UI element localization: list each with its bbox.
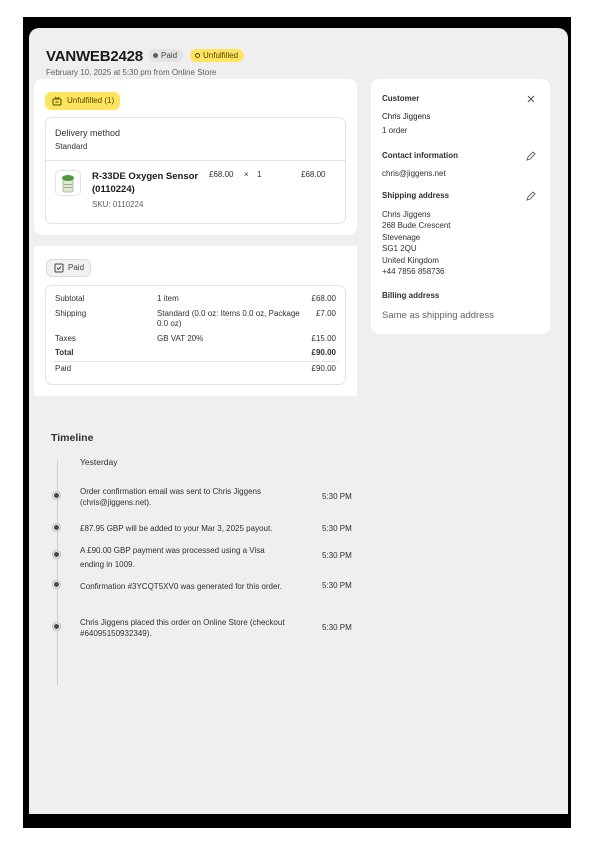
shipping-address-title: Shipping address (382, 191, 450, 200)
status-dot-icon (153, 53, 158, 58)
subtotal-amount: £68.00 (311, 294, 336, 303)
contact-email[interactable]: chris@jiggens.net (382, 169, 446, 178)
shipping-label: Shipping (55, 309, 87, 318)
timeline-event: Confirmation #3YCQT5XV0 was generated for this order. (80, 582, 282, 591)
taxes-detail: GB VAT 20% (157, 334, 204, 343)
order-subtitle: February 10, 2025 at 5:30 pm from Online Store (46, 68, 217, 77)
paid-amount: £90.00 (311, 364, 336, 373)
edit-shipping-pencil-icon[interactable] (525, 189, 537, 201)
fulfillment-box (45, 117, 346, 224)
paid-label: Paid (55, 364, 72, 373)
fulfillment-card (34, 79, 357, 235)
timeline-dot-icon (53, 581, 60, 588)
timeline-dot-icon (53, 524, 60, 531)
address-line: United Kingdom (382, 255, 439, 265)
product-thumbnail (55, 170, 81, 196)
order-page (29, 28, 568, 814)
timeline-event: £87.95 GBP will be added to your Mar 3, 2025 payout. (80, 524, 273, 533)
close-icon[interactable] (525, 92, 537, 104)
timeline-dot-icon (53, 623, 60, 630)
timeline-event: Chris Jiggens placed this order on Online Store (checkout #64095150932349). (80, 618, 285, 638)
timeline-event-time: 5:30 PM (322, 623, 352, 632)
edit-contact-pencil-icon[interactable] (525, 149, 537, 161)
customer-card (371, 79, 550, 334)
timeline-event-time: 5:30 PM (322, 524, 352, 533)
timeline-event: A £90.00 GBP payment was processed using a Visa ending in 1009. (80, 546, 265, 569)
times-sign: × (244, 170, 249, 179)
shipping-address-block (382, 209, 451, 277)
payment-status-label: Paid (161, 51, 178, 60)
contact-title: Contact information (382, 151, 458, 160)
paid-chip-label: Paid (68, 263, 85, 272)
shipping-detail: Standard (0.0 oz: Items 0.0 oz, Package 0.0 oz) (157, 309, 300, 328)
order-title: VANWEB2428 (46, 48, 143, 65)
paid-chip (46, 259, 91, 277)
subtotal-label: Subtotal (55, 294, 85, 303)
address-line: 268 Bude Crescent (382, 221, 451, 231)
receipt-check-icon (54, 263, 64, 273)
taxes-label: Taxes (55, 334, 76, 343)
timeline-dot-icon (53, 492, 60, 499)
product-image-icon (56, 171, 80, 195)
timeline-event-time: 5:30 PM (322, 492, 352, 501)
customer-title: Customer (382, 94, 420, 103)
product-name[interactable]: R-33DE Oxygen Sensor (0110224) (92, 171, 199, 195)
total-label: Total (55, 348, 74, 357)
fulfillment-status-badge (190, 49, 244, 62)
subtotal-detail: 1 item (157, 294, 179, 303)
timeline-event: Order confirmation email was sent to Chris Jiggens (chris@jiggens.net). (80, 487, 261, 507)
quantity: 1 (257, 170, 262, 179)
address-line: Stevenage (382, 232, 421, 242)
billing-address-title: Billing address (382, 291, 440, 300)
payment-summary-box (45, 285, 346, 385)
customer-orders[interactable]: 1 order (382, 126, 408, 135)
line-item (46, 160, 345, 224)
taxes-amount: £15.00 (311, 334, 336, 343)
line-total: £68.00 (301, 170, 326, 179)
package-icon (52, 96, 62, 106)
customer-name[interactable]: Chris Jiggens (382, 112, 431, 121)
product-sku: SKU: 0110224 (92, 200, 144, 209)
timeline-dot-icon (53, 551, 60, 558)
payment-card (34, 246, 357, 396)
delivery-method-label: Delivery method (55, 128, 121, 138)
timeline-day-label: Yesterday (80, 457, 118, 467)
shipping-amount: £7.00 (315, 309, 336, 318)
address-line: Chris Jiggens (382, 210, 431, 219)
timeline-title: Timeline (51, 432, 94, 444)
paid-divider (53, 361, 338, 362)
payment-status-badge (148, 49, 183, 62)
timeline-event-time: 5:30 PM (322, 551, 352, 560)
address-phone: +44 7856 858736 (382, 267, 445, 277)
billing-address-value: Same as shipping address (382, 310, 494, 321)
total-amount: £90.00 (311, 348, 336, 357)
unfulfilled-chip-label: Unfulfilled (1) (67, 96, 115, 105)
fulfillment-status-label: Unfulfilled (203, 51, 239, 60)
status-ring-icon (195, 53, 200, 58)
unfulfilled-chip (45, 92, 120, 110)
address-line: SG1 2QU (382, 244, 417, 254)
timeline-event-time: 5:30 PM (322, 581, 352, 590)
delivery-method-value: Standard (55, 142, 88, 151)
unit-price: £68.00 (209, 170, 234, 179)
